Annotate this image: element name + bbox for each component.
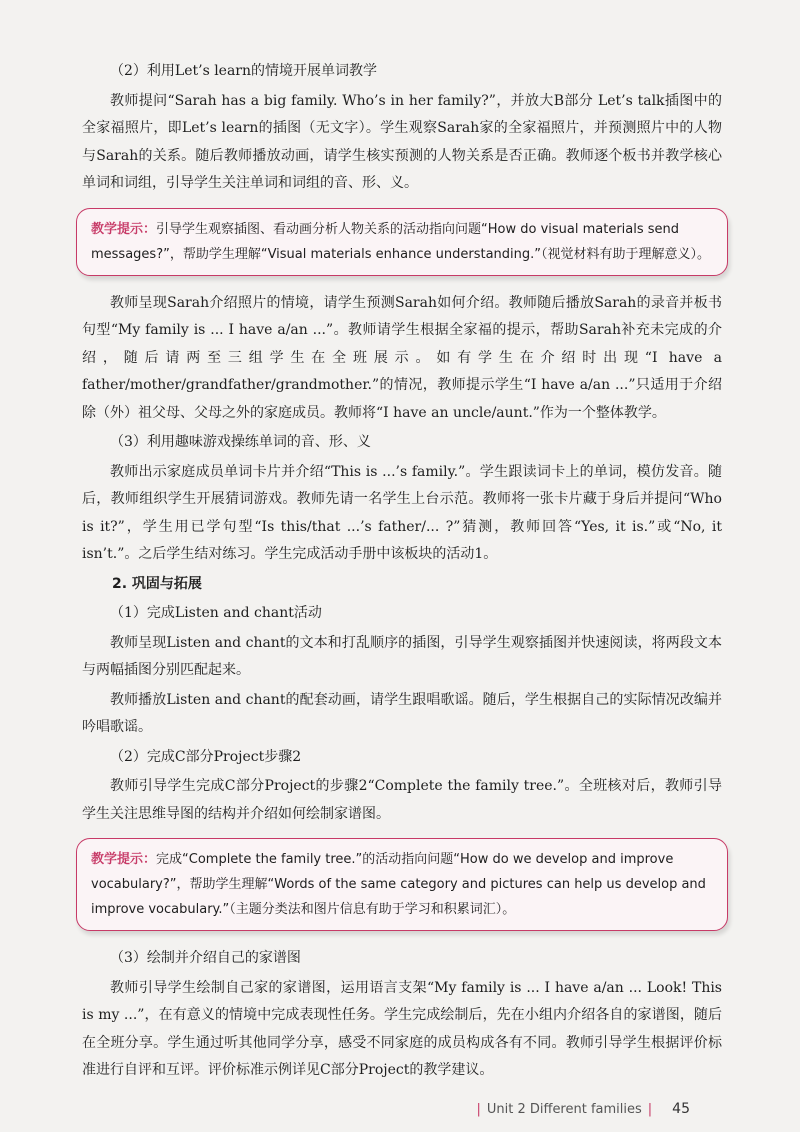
subsection-heading: （3）利用趣味游戏操练单词的音、形、义 (110, 434, 371, 450)
section-heading: 2. 巩固与拓展 (112, 575, 202, 592)
page-footer (470, 1101, 690, 1117)
paragraph: 教师提问“Sarah has a big family. Who’s in her family?”，并放大B部分 Let’s talk插图中的全家福照片，即Let’s learn的插图（无文字）。学生观察Sarah家的全家福照片，并预测照片中的人物与Sarah的关系。随后教师播放动画，请学生核实预测的人物关系是否正确。教师逐个板书并教学核心单词和词组，引导学生关注单词和词组的音、形、义。 (82, 92, 722, 191)
paragraph: 教师引导学生完成C部分Project的步骤2“Complete the family tree.”。全班核对后，教师引导学生关注思维导图的结构并介绍如何绘制家谱图。 (82, 778, 722, 822)
divider: | (647, 1102, 653, 1117)
tip-text: 完成“Complete the family tree.”的活动指向问题“How do we develop and improve vocabulary?”，帮助学生理解“Words of the same category and pictures can help us develop and improve vocabulary.”（主题分类法和图片信息有助于学习和积累词汇）。 (91, 852, 706, 917)
divider: | (476, 1102, 481, 1117)
page-number: 45 (672, 1101, 690, 1117)
footer-title: Different families (529, 1102, 642, 1117)
paragraph: 教师呈现Sarah介绍照片的情境，请学生预测Sarah如何介绍。教师随后播放Sarah的录音并板书句型“My family is ... I have a/an ...”。教师请学生根据全家福的提示，帮助Sarah补充未完成的介绍，随后请两至三组学生在全班展示。如有学生在介绍时出现“I have a father/mother/grandfather/grandmother.”的情况，教师提示学生“I have a/an ...”只适用于介绍除（外）祖父母、父母之外的家庭成员。教师将“I have an uncle/aunt.”作为一个整体教学。 (82, 294, 722, 421)
subsection-heading: （2）完成C部分Project步骤2 (110, 748, 302, 765)
teaching-tip-box (76, 838, 728, 931)
paragraph: 教师引导学生绘制自己家的家谱图，运用语言支架“My family is ... I have a/an ... Look! This is my ...”，在有意义的情境中完成表现性任务。学生完成绘制后，先在小组内介绍各自的家谱图，随后在全班分享。学生通过听其他同学分享，感受不同家庭的成员构成各有不同。教师引导学生根据评价标准进行自评和互评。评价标准示例详见C部分Project的教学建议。 (82, 979, 722, 1078)
paragraph: 教师呈现Listen and chant的文本和打乱顺序的插图，引导学生观察插图并快速阅读，将两段文本与两幅插图分别匹配起来。 (82, 634, 722, 678)
tip-label: 教学提示： (91, 852, 157, 867)
page-content (82, 58, 722, 1087)
teaching-tip-box (76, 208, 728, 276)
paragraph: 教师出示家庭成员单词卡片并介绍“This is ...’s family.”。学生跟读词卡上的单词，模仿发音。随后，教师组织学生开展猜词游戏。教师先请一名学生上台示范。教师将一张卡片藏于身后并提问“Who is it?”，学生用已学句型“Is this/that ...’s father/... ?”猜测，教师回答“Yes, it is.”或“No, it isn’t.”。之后学生结对练习。学生完成活动手册中该板块的活动1。 (82, 463, 722, 562)
tip-label: 教学提示： (91, 221, 157, 237)
tip-text: 引导学生观察插图、看动画分析人物关系的活动指向问题“How do visual materials send messages?”，帮助学生理解“Visual materials enhance understanding.”（视觉材料有助于理解意义）。 (91, 221, 711, 262)
paragraph: 教师播放Listen and chant的配套动画，请学生跟唱歌谣。随后，学生根据自己的实际情况改编并吟唱歌谣。 (82, 691, 722, 735)
subsection-heading: （3）绘制并介绍自己的家谱图 (110, 950, 301, 966)
footer-unit: Unit 2 (486, 1102, 526, 1117)
subsection-heading: （2）利用Let’s learn的情境开展单词教学 (110, 63, 378, 79)
subsection-heading: （1）完成Listen and chant活动 (110, 605, 322, 621)
